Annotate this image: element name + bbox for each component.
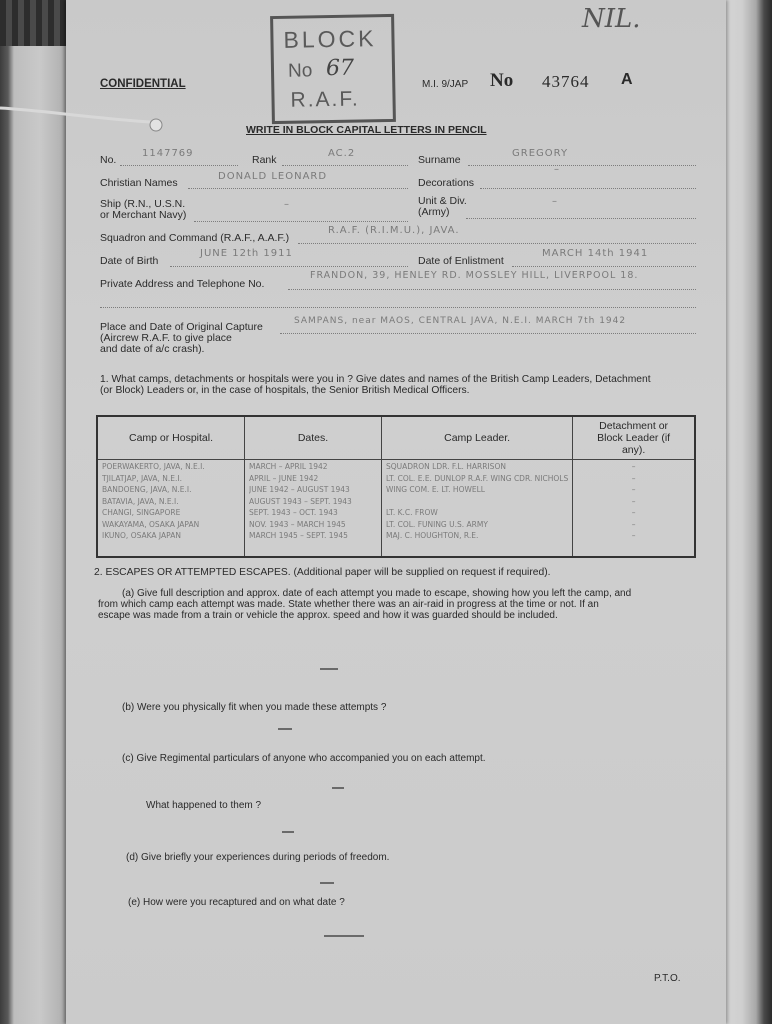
question-2a-text: (a) Give full description and approx. date of each attempt you made to escape, showing how you left the camp, and from which camp each attempt was made. State whether there was an air-raid in progress at the time or not. If an escape was made from a train or vehicle the approx. speed and how it was guarded should be included. [98,588,632,621]
unit-label: Unit & Div. (Army) [418,195,467,218]
rank-value: AC.2 [328,148,356,159]
list-item [386,497,568,509]
christian-names-value: DONALD LEONARD [218,171,328,182]
dates-cell [245,460,382,558]
confidential-label: CONFIDENTIAL [100,78,186,90]
camps-table-body [97,460,695,558]
list-item: LT. K.C. FROW [386,508,438,517]
list-item: WING COM. E. LT. HOWELL [386,485,485,494]
list-item: AUGUST 1943 – SEPT. 1943 [249,496,352,506]
stamp-block-text: BLOCK [283,25,377,53]
list-item: APRIL – JUNE 1942 [249,473,319,483]
list-item: – [631,462,636,471]
list-item: MARCH – APRIL 1942 [249,462,328,471]
col-detachment-header: Detachment or Block Leader (if any). [573,416,695,460]
decorations-label: Decorations [418,177,475,189]
answer-2c-sub-dash [282,831,294,833]
ship-value: – [284,199,290,210]
please-turn-over-label: P.T.O. [654,973,681,984]
list-item: MARCH 1945 – SEPT. 1945 [249,531,348,540]
list-item: WAKAYAMA, OSAKA JAPAN [102,519,200,529]
list-item: – [631,519,636,529]
question-2d-text: (d) Give briefly your experiences during periods of freedom. [126,852,390,863]
answer-2a-dash [320,668,338,670]
form-serial-number: 43764 [542,72,590,91]
list-item: – [631,473,636,483]
question-2e-text: (e) How were you recaptured and on what date ? [128,897,345,908]
list-item: – [631,508,636,517]
squadron-label: Squadron and Command (R.A.F., A.A.F.) [100,232,290,244]
camp-names-cell [97,460,245,558]
binding-string [0,100,168,134]
date-of-birth-value: JUNE 12th 1911 [200,248,293,259]
question-2c-sub-text: What happened to them ? [146,800,262,811]
decorations-value: – [554,164,560,175]
form-serial-suffix: A [621,71,633,88]
leaders-cell [382,460,573,558]
detachment-cell [573,460,695,558]
date-of-birth-label: Date of Birth [100,255,159,267]
list-item: – [631,485,636,494]
answer-2b-dash [278,728,292,730]
camps-table-header [97,416,695,460]
rank-label: Rank [252,154,277,166]
answer-2e-dash [324,935,364,937]
address-label: Private Address and Telephone No. [100,278,265,290]
question-2c-text: (c) Give Regimental particulars of anyone who accompanied you on each attempt. [122,753,486,764]
list-item: BATAVIA, JAVA, N.E.I. [102,496,179,506]
answer-2c-dash [332,787,344,789]
enlistment-date-label: Date of Enlistment [418,255,504,267]
service-number-value: 1147769 [142,148,194,159]
address-value: FRANDON, 39, HENLEY RD. MOSSLEY HILL, LIVERPOOL 18. [310,270,639,281]
squadron-value: R.A.F. (R.I.M.U.), JAVA. [328,225,460,236]
list-item: POERWAKERTO, JAVA, N.E.I. [102,462,205,471]
capture-value: SAMPANS, near MAOS, CENTRAL JAVA, N.E.I. MARCH 7th 1942 [294,316,627,326]
stamp-raf-text: R.A.F. [290,87,360,112]
list-item: IKUNO, OSAKA JAPAN [102,531,181,540]
camps-table [96,415,696,558]
list-item: BANDOENG, JAVA, N.E.I. [102,485,192,494]
block-stamp [270,14,396,124]
question-1-text: 1. What camps, detachments or hospitals were you in ? Give dates and names of the British Camp Leaders, Detachment (or Block) Leaders or, in the case of hospitals, the Senior British Medical Officers. [100,374,651,396]
stamp-no-text: No [287,60,313,82]
list-item: CHANGI, SINGAPORE [102,508,181,517]
col-dates-header: Dates. [245,416,382,460]
col-leader-header: Camp Leader. [382,416,573,460]
list-item: NOV. 1943 – MARCH 1945 [249,519,346,529]
christian-names-label: Christian Names [100,177,178,189]
list-item: – [631,496,636,506]
surname-label: Surname [418,154,461,166]
form-reference: M.I. 9/JAP [422,79,469,90]
enlistment-date-value: MARCH 14th 1941 [542,248,649,259]
stamp-block-number: 67 [325,55,355,82]
list-item: SEPT. 1943 – OCT. 1943 [249,508,338,517]
pow-questionnaire-form [66,0,726,1024]
capture-label: Place and Date of Original Capture (Aircrew R.A.F. to give place and date of a/c crash). [100,321,263,355]
list-item: SQUADRON LDR. F.L. HARRISON [386,462,506,471]
question-2b-text: (b) Were you physically fit when you made these attempts ? [122,702,387,713]
number-symbol: No [490,70,514,91]
handwritten-nil-note: NIL. [582,4,641,34]
block-capitals-instruction: WRITE IN BLOCK CAPITAL LETTERS IN PENCIL [246,124,487,136]
list-item: JUNE 1942 – AUGUST 1943 [249,485,350,494]
col-camp-header: Camp or Hospital. [97,416,245,460]
list-item: LT. COL. E.E. DUNLOP R.A.F. WING CDR. NICHOLS [386,473,569,483]
ship-label: Ship (R.N., U.S.N. or Merchant Navy) [100,198,187,221]
list-item: MAJ. C. HOUGHTON, R.E. [386,531,479,540]
list-item: LT. COL. FUNING U.S. ARMY [386,519,488,529]
service-number-label: No. [100,154,117,166]
unit-value: – [552,196,558,207]
surname-value: GREGORY [512,148,569,159]
question-2-title: 2. ESCAPES OR ATTEMPTED ESCAPES. (Additional paper will be supplied on request if required). [94,567,551,578]
answer-2d-dash [320,882,334,884]
list-item: – [631,531,636,540]
list-item: TJILATJAP, JAVA, N.E.I. [102,473,182,483]
